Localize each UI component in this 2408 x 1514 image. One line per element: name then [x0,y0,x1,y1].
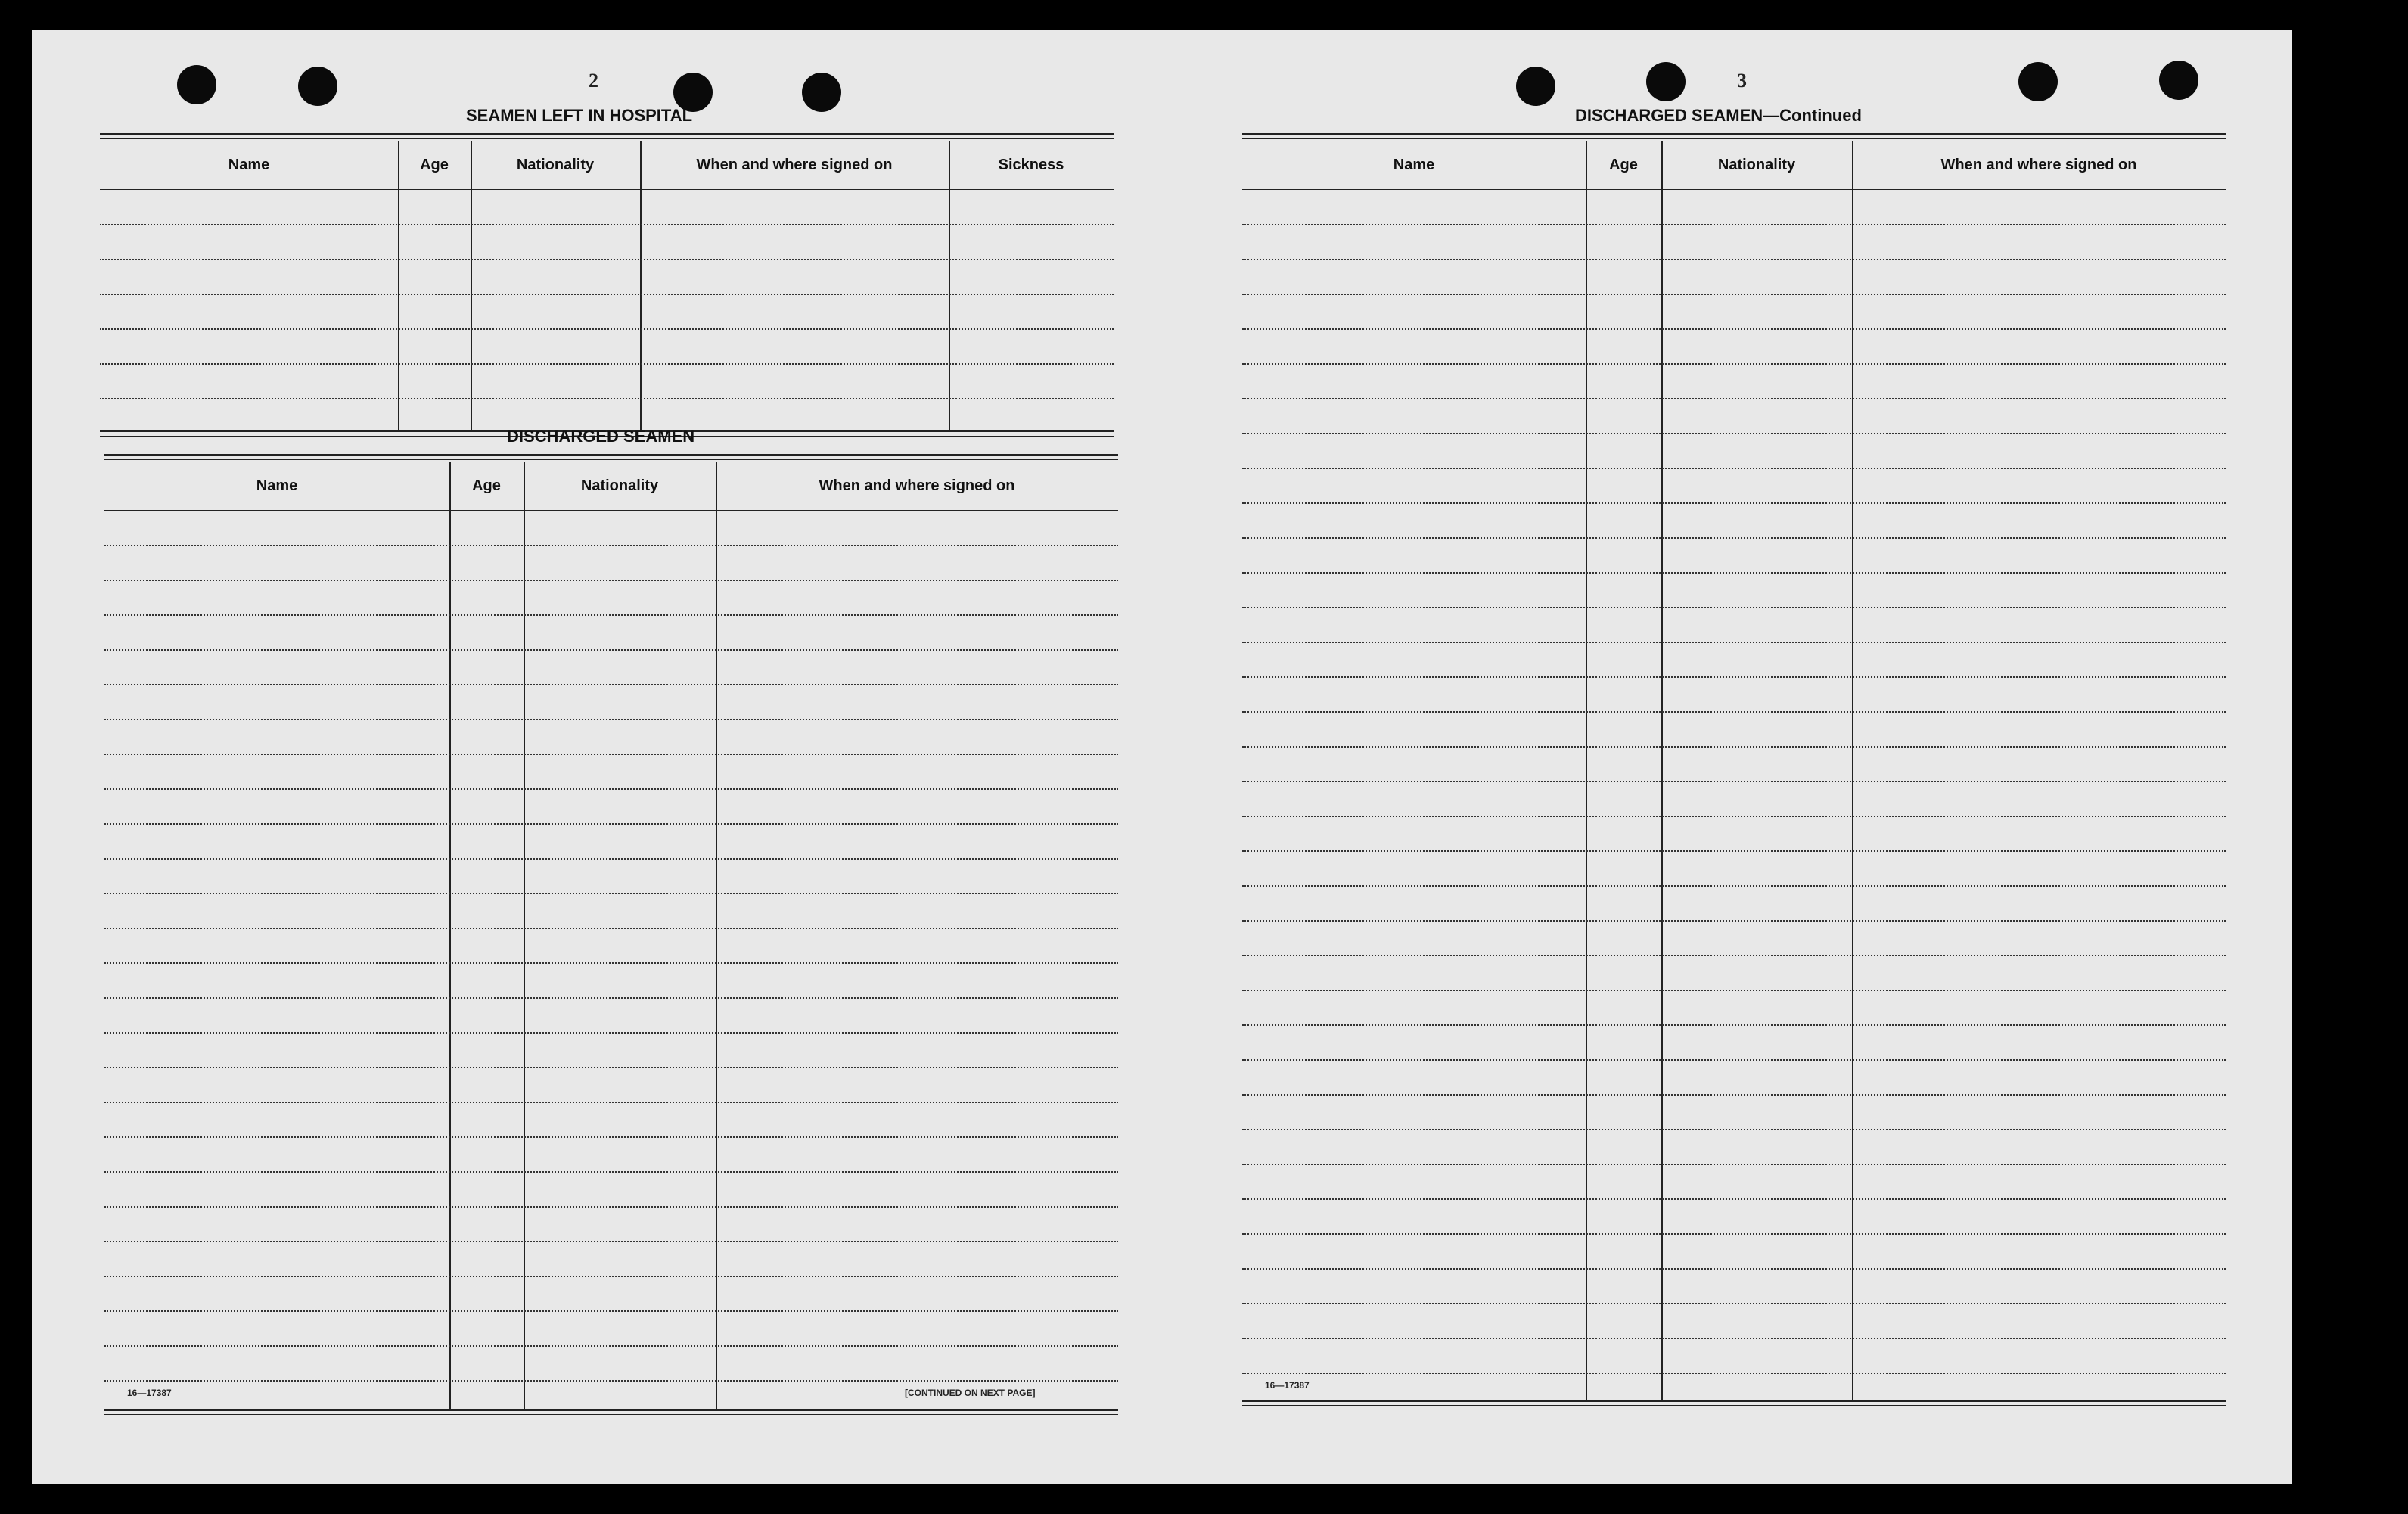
col-header-sickness: Sickness [998,156,1064,173]
table-row [104,788,1118,790]
table-row [104,823,1118,825]
column-divider [398,141,399,430]
table-row [104,649,1118,651]
table-row [100,224,1114,225]
table-row [1242,676,2226,678]
table-row [104,1241,1118,1242]
table-row [1242,537,2226,539]
table-row [104,1171,1118,1173]
table-row [104,754,1118,755]
top-rule-thin [100,138,1114,139]
table-row [1242,1094,2226,1096]
table-row [104,1102,1118,1103]
table-row [1242,1268,2226,1270]
col-header-age: Age [420,156,449,173]
header-rule [104,510,1118,511]
table-row [1242,398,2226,399]
table-row [100,294,1114,295]
discharged-table [104,462,1118,1415]
table-row [1242,1164,2226,1165]
table-row [104,1136,1118,1138]
table-row [1242,1129,2226,1130]
discharged-top-rule [104,454,1118,456]
table-row [1242,1373,2226,1374]
header-rule [1242,189,2226,190]
top-rule-thin [1242,138,2226,139]
column-divider [524,462,525,1409]
table-row [1242,816,2226,817]
table-row [1242,433,2226,434]
table-row [104,1310,1118,1312]
table-row [1242,1198,2226,1200]
table-row [104,1380,1118,1382]
header-rule [100,189,1114,190]
form-number: 16—17387 [127,1388,172,1398]
right-page [1174,30,2292,1484]
col-header-age: Age [472,477,501,494]
column-divider [471,141,472,430]
form-sheet [32,30,2292,1484]
table-row [104,1206,1118,1208]
table-row [104,962,1118,964]
table-row [1242,572,2226,574]
column-divider [449,462,451,1409]
table-row [1242,468,2226,469]
bottom-rule [104,1409,1118,1411]
table-row [1242,363,2226,365]
col-header-name: Name [228,156,270,173]
table-row [1242,711,2226,713]
table-row [1242,328,2226,330]
table-row [104,684,1118,685]
table-row [100,363,1114,365]
table-row [104,580,1118,581]
col-header-signed-on: When and where signed on [696,156,893,173]
top-rule [1242,133,2226,135]
col-header-age: Age [1609,156,1638,173]
col-header-nationality: Nationality [580,477,659,494]
table-row [104,614,1118,616]
table-row [1242,990,2226,991]
table-row [1242,781,2226,782]
table-row [1242,642,2226,643]
table-row [104,997,1118,999]
table-row [100,259,1114,260]
table-row [1242,502,2226,504]
table-row [1242,1059,2226,1061]
table-row [1242,885,2226,887]
column-divider [716,462,717,1409]
table-row [1242,1024,2226,1026]
table-row [104,858,1118,860]
table-row [104,545,1118,546]
table-row [100,328,1114,330]
table-row [1242,259,2226,260]
hospital-section-title: SEAMEN LEFT IN HOSPITAL [466,106,693,125]
discharged-continued-table [1242,141,2226,1412]
bottom-rule [1242,1400,2226,1402]
hospital-table [100,141,1114,437]
table-row [104,1276,1118,1277]
table-row [1242,1303,2226,1304]
bottom-rule-thin [1242,1405,2226,1406]
column-divider [640,141,642,430]
col-header-nationality: Nationality [516,156,595,173]
page-number: 3 [1737,70,1747,92]
page-number: 2 [589,70,598,92]
table-row [1242,224,2226,225]
bottom-rule-thin [104,1414,1118,1415]
col-header-signed-on: When and where signed on [819,477,1015,494]
col-header-name: Name [256,477,298,494]
table-row [1242,607,2226,608]
column-divider [949,141,950,430]
continued-note: [CONTINUED ON NEXT PAGE] [905,1388,1036,1398]
top-rule [100,133,1114,135]
col-header-signed-on: When and where signed on [1940,156,2137,173]
discharged-top-rule-thin [104,459,1118,460]
discharged-section-title: DISCHARGED SEAMEN [507,427,695,446]
table-row [1242,746,2226,748]
left-page [32,30,1159,1484]
discharged-continued-title: DISCHARGED SEAMEN—Continued [1575,106,1862,125]
table-row [104,719,1118,720]
col-header-nationality: Nationality [1717,156,1796,173]
table-row [1242,1233,2226,1235]
table-row [104,1345,1118,1347]
table-row [104,1032,1118,1034]
col-header-name: Name [1393,156,1435,173]
table-row [1242,920,2226,922]
table-row [104,893,1118,894]
table-row [104,928,1118,929]
table-row [1242,1338,2226,1339]
table-row [1242,294,2226,295]
form-number: 16—17387 [1265,1380,1310,1391]
table-row [104,1067,1118,1068]
table-row [100,398,1114,399]
table-row [1242,850,2226,852]
table-row [1242,955,2226,956]
